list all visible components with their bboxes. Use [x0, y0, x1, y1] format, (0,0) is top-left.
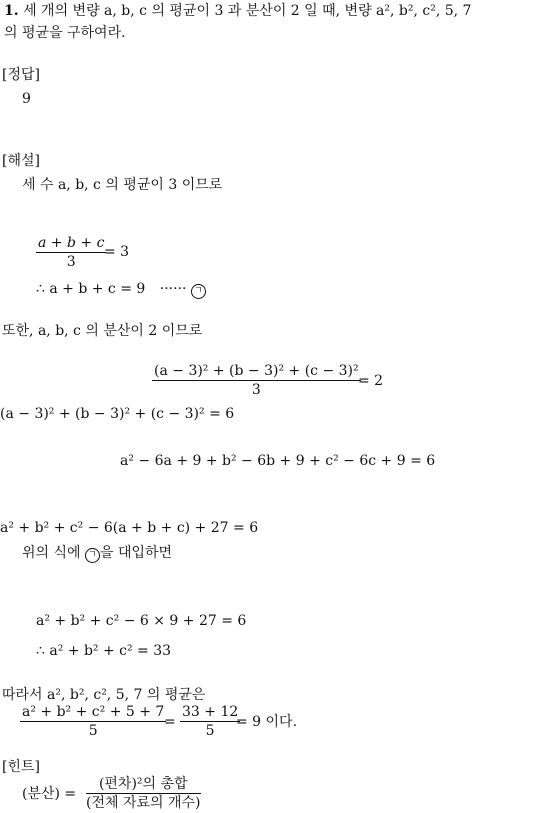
answer-value: 9: [22, 91, 31, 107]
circled-marker: ㄱ: [85, 548, 100, 563]
circled-marker: ㄱ: [191, 284, 206, 299]
final-value-denominator: 5: [205, 723, 215, 739]
variance-fraction: [152, 362, 361, 399]
variance-fraction-numerator: (a − 3)² + (b − 3)² + (c − 3)²: [154, 363, 359, 379]
step-3-prefix: 위의 식에: [22, 545, 81, 561]
final-fraction-denominator: 5: [88, 723, 98, 739]
hint-fraction-numerator: (편차)²의 총합: [98, 776, 188, 792]
problem-text-1: 세 개의 변량 a, b, c 의 평균이 3 과 분산이 2 일 때, 변량 a², b², c², 5, 7: [23, 3, 472, 19]
equation-3: a² + b² + c² − 6(a + b + c) + 27 = 6: [0, 520, 259, 536]
final-mean-fraction: [20, 703, 166, 740]
solution-step-3: [22, 544, 172, 563]
equation-2: a² − 6a + 9 + b² − 6b + 9 + c² − 6c + 9 = 6: [120, 453, 436, 469]
mean-fraction-numerator: a + b + c: [38, 235, 105, 251]
therefore-line-2: ∴ a² + b² + c² = 33: [36, 643, 172, 659]
problem-number: 1.: [4, 3, 19, 19]
hint-fraction: [86, 775, 201, 812]
therefore-line-1: [36, 280, 206, 299]
equation-1: (a − 3)² + (b − 3)² + (c − 3)² = 6: [0, 406, 235, 422]
solution-label: [해설]: [2, 153, 40, 169]
problem-line-2: 의 평균을 구하여라.: [4, 25, 126, 41]
mean-fraction: [36, 234, 106, 271]
therefore-equation-1: ∴ a + b + c = 9: [36, 281, 146, 297]
problem-line-1: [4, 2, 471, 20]
solution-step-4: 따라서 a², b², c², 5, 7 의 평균은: [2, 687, 206, 703]
hint-label: [힌트]: [2, 759, 40, 775]
hint-lhs: (분산) =: [22, 786, 77, 802]
final-equals: =: [164, 714, 176, 730]
marker-dots: ······: [159, 281, 187, 297]
final-value-fraction: [180, 703, 240, 740]
hint-fraction-denominator: (전체 자료의 개수): [86, 795, 201, 811]
answer-label: [정답]: [2, 67, 40, 83]
final-result: = 9 이다.: [236, 714, 298, 730]
variance-fraction-denominator: 3: [251, 382, 261, 398]
solution-step-1: 세 수 a, b, c 의 평균이 3 이므로: [22, 177, 223, 193]
step-3-suffix: 을 대입하면: [100, 545, 173, 561]
final-value-numerator: 33 + 12: [182, 704, 239, 720]
mean-fraction-rhs: = 3: [104, 244, 130, 260]
final-fraction-numerator: a² + b² + c² + 5 + 7: [22, 704, 165, 720]
variance-fraction-rhs: = 2: [358, 373, 384, 389]
equation-4: a² + b² + c² − 6 × 9 + 27 = 6: [36, 613, 247, 629]
mean-fraction-denominator: 3: [66, 254, 76, 270]
solution-step-2: 또한, a, b, c 의 분산이 2 이므로: [2, 323, 203, 339]
